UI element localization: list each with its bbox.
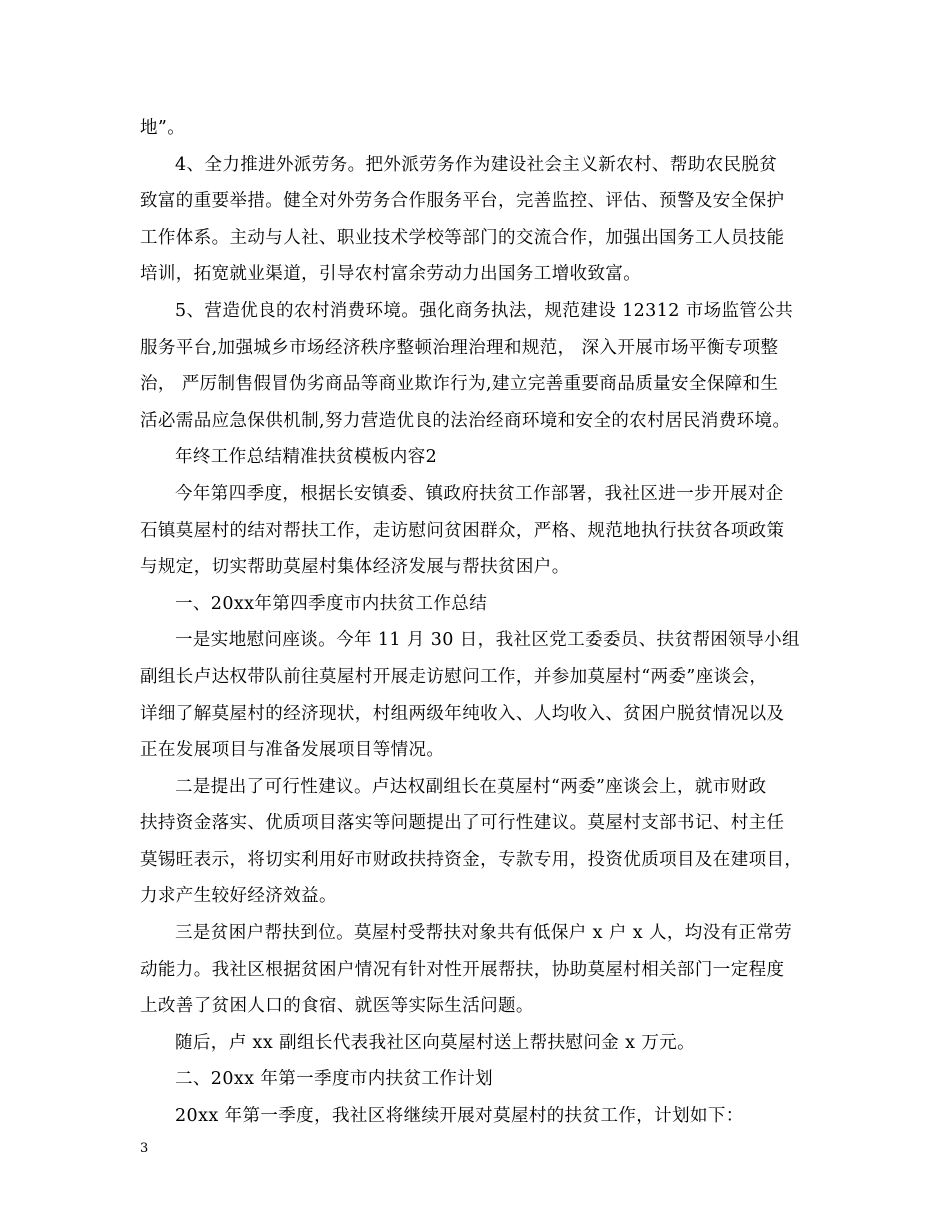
document-body — [140, 110, 822, 1135]
paragraph-5: 一是实地慰问座谈。今年 11 月 30 日，我社区党工委委员、扶贫帮困领导小组 副组长卢达权带队前往莫屋村开展走访慰问工作，并参加莫屋村“两委”座谈会， 详细了解莫屋村的经济现状，村组两级年纯收入、人均收入、贫困户脱贫情况以及 正在发展项目与准备发展项目等情况。 — [140, 630, 800, 761]
paragraph-8: 随后，卢 xx 副组长代表我社区向莫屋村送上帮扶慰问金 x 万元。 — [175, 1032, 696, 1053]
paragraph-1: 地”。 — [140, 118, 186, 138]
paragraph-3: 5、营造优良的农村消费环境。强化商务执法，规范建设 12312 市场监管公共 服务平台,加强城乡市场经济秩序整顿治理治理和规范， 深入开展市场平衡专项整 治， 严厉制售假冒伪劣商品等商业欺诈行为,建立完善重要商品质量安全保障和生 活必需品应急保供机制,努力营造优良的法治经商环境和安全的农村居民消费环境。 — [140, 300, 794, 431]
paragraph-4: 今年第四季度，根据长安镇委、镇政府扶贫工作部署，我社区进一步开展对企 石镇莫屋村的结对帮扶工作，走访慰问贫困群众，严格、规范地执行扶贫各项政策 与规定，切实帮助莫屋村集体经济发展与帮扶贫困户。 — [140, 483, 785, 578]
paragraph-9: 20xx 年第一季度，我社区将继续开展对莫屋村的扶贫工作，计划如下： — [175, 1106, 744, 1127]
section-heading-content-2: 年终工作总结精准扶贫模板内容2 — [175, 447, 438, 468]
paragraph-7: 三是贫困户帮扶到位。莫屋村受帮扶对象共有低保户 x 户 x 人，均没有正常劳 动能力。我社区根据贫困户情况有针对性开展帮扶，协助莫屋村相关部门一定程度 上改善了贫困人口的食宿、就医等实际生活问题。 — [140, 923, 793, 1017]
page-number: 3 — [140, 1141, 149, 1156]
paragraph-6: 二是提出了可行性建议。卢达权副组长在莫屋村“两委”座谈会上，就市财政 扶持资金落实、优质项目落实等问题提出了可行性建议。莫屋村支部书记、村主任 莫锡旺表示，将切实利用好市财政扶持资金，专款专用，投资优质项目及在建项目， 力求产生较好经济效益。 — [140, 776, 803, 907]
section-heading-summary: 一、20xx年第四季度市内扶贫工作总结 — [175, 593, 488, 614]
section-heading-plan: 二、20xx 年第一季度市内扶贫工作计划 — [175, 1069, 494, 1090]
paragraph-2: 4、全力推进外派劳务。把外派劳务作为建设社会主义新农村、帮助农民脱贫 致富的重要举措。健全对外劳务合作服务平台，完善监控、评估、预警及安全保护 工作体系。主动与人社、职业技术学校等部门的交流合作，加强出国务工人员技能 培训，拓宽就业渠道，引导农村富余劳动力出国务工增收致富。 — [140, 154, 785, 285]
